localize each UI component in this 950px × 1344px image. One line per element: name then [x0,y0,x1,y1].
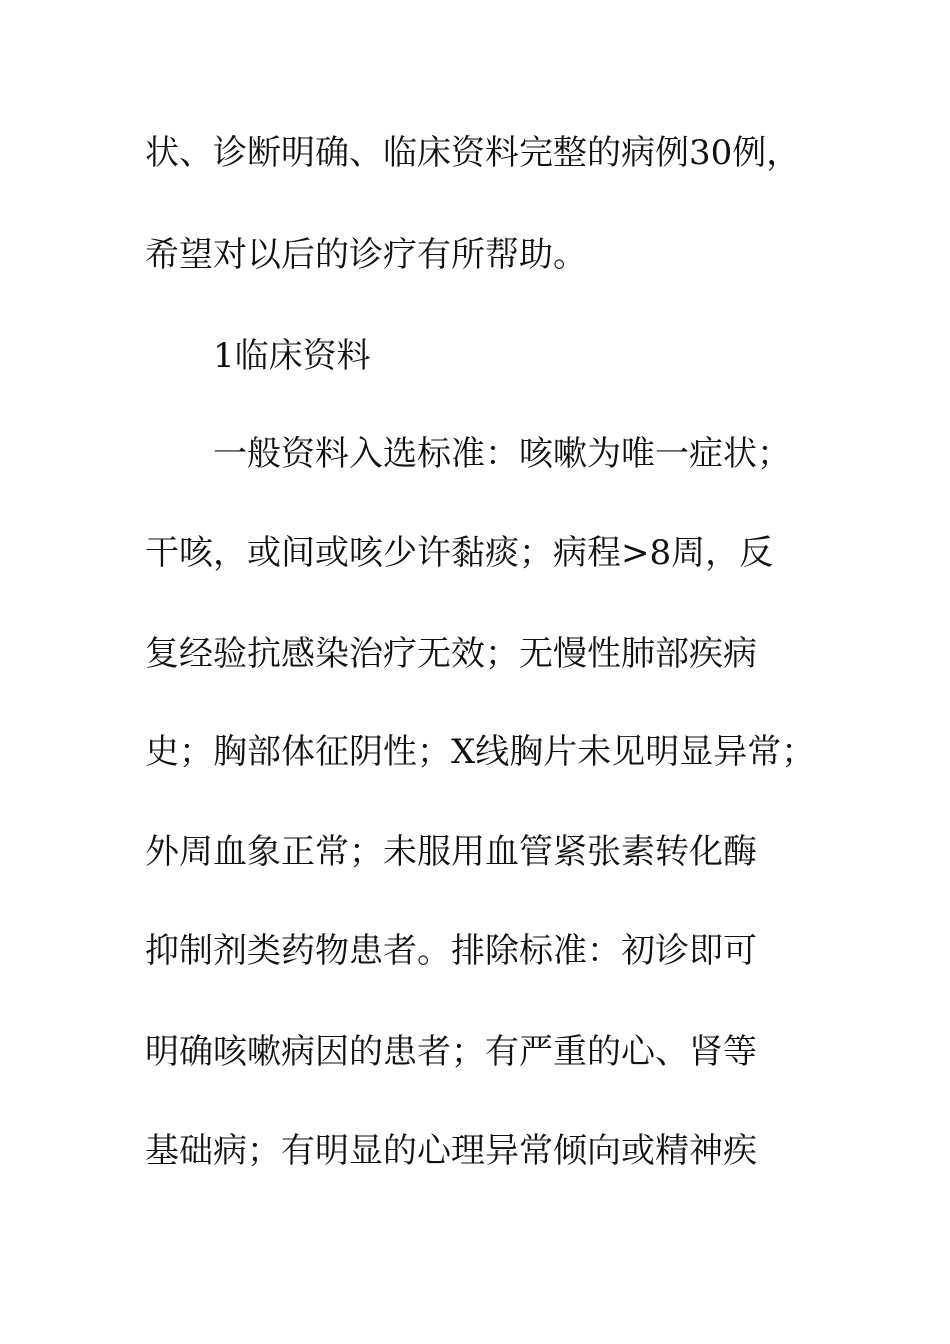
body-text-line: 希望对以后的诊疗有所帮助。 [145,235,587,275]
body-text-line: 复经验抗感染治疗无效；无慢性肺部疾病 [145,634,757,674]
body-text-line: 状、诊断明确、临床资料完整的病例30例， [145,133,801,173]
body-text-line: 明确咳嗽病因的患者；有严重的心、肾等 [145,1032,757,1072]
paragraph-first-line: 一般资料入选标准：咳嗽为唯一症状； [213,434,791,474]
section-heading: 1临床资料 [213,336,371,376]
body-text-line: 史；胸部体征阴性；X线胸片未见明显异常； [145,732,816,772]
body-text-line: 基础病；有明显的心理异常倾向或精神疾 [145,1131,757,1171]
body-text-line: 外周血象正常；未服用血管紧张素转化酶 [145,832,757,872]
body-text-line: 抑制剂类药物患者。排除标准：初诊即可 [145,931,757,971]
body-text-line: 干咳，或间或咳少许黏痰；病程>8周，反 [145,533,774,573]
